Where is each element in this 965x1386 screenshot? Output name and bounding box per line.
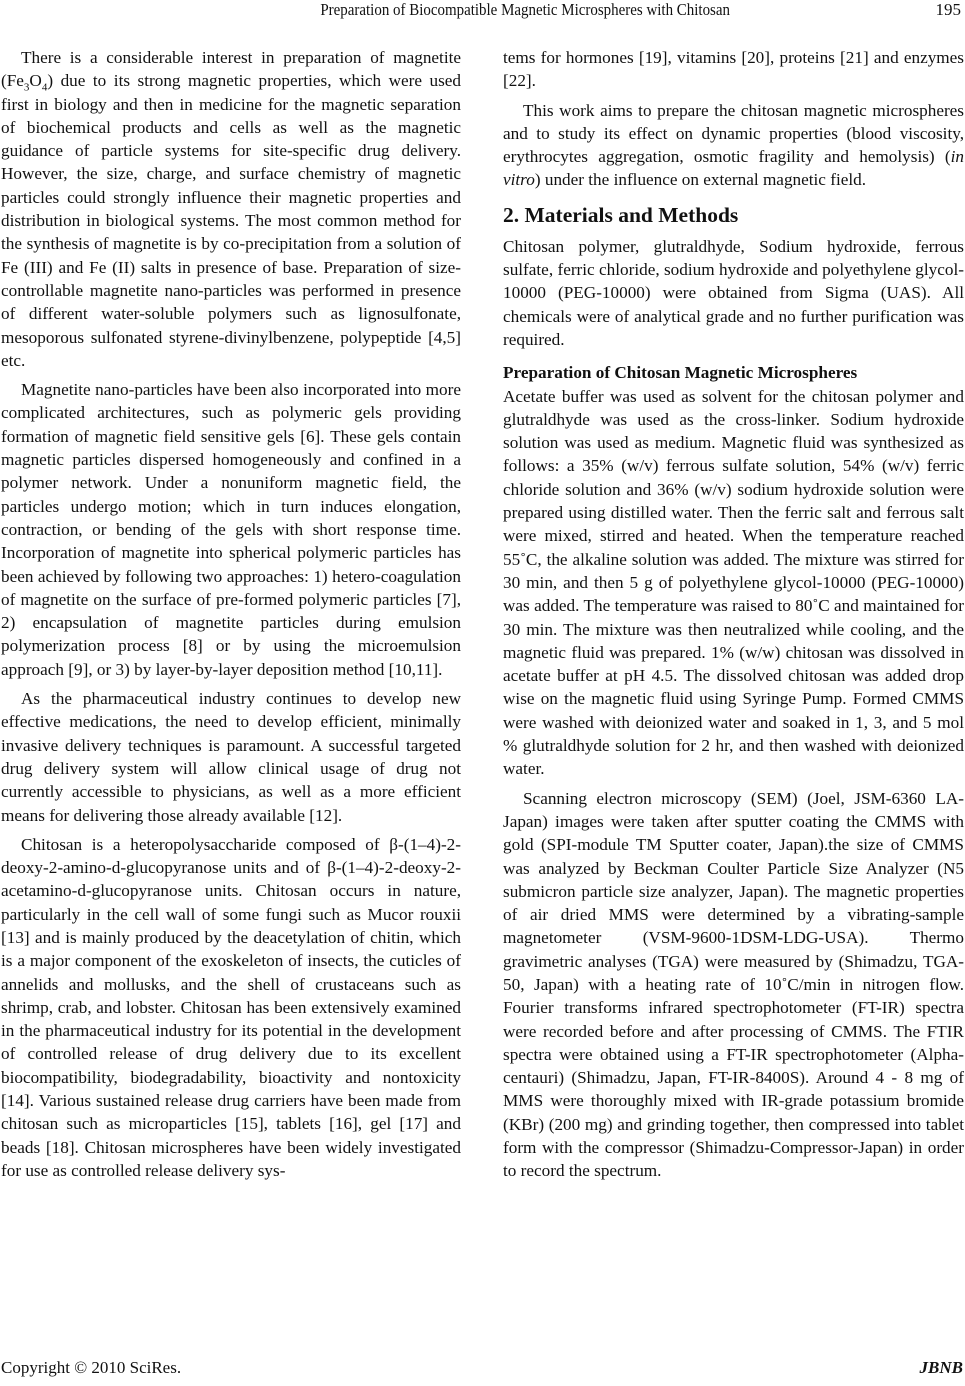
section-heading: 2. Materials and Methods [503, 202, 739, 227]
chemical-formula: $Fe_3O_4$ [6, 71, 48, 94]
running-header [0, 0, 965, 22]
left-column [1, 46, 461, 1182]
page-footer [0, 1358, 965, 1380]
paragraph-aims: This work aims to prepare the chitosan magnetic microspheres and to study its effect on dynamic properties (blood viscosity, erythrocytes aggregation, osmotic fragility and hemolysis) (in vitro) under the influence on external magnetic field. [503, 100, 964, 190]
running-title: Preparation of Biocompatible Magnetic Microspheres with Chitosan [320, 0, 730, 19]
page-number: 195 [935, 0, 961, 19]
copyright-notice: Copyright © 2010 SciRes. [1, 1358, 182, 1377]
paragraph-intro-magnetite: There is a considerable interest in preparation of magnetite $(Fe_3O_4)$ due to its strong magnetic properties, which were used first in biology and then in medicine for the magnetic separation of biochemical products and cells as well as the magnetic guidance of particle systems for site-specific drug delivery. However, the size, charge, and surface chemistry of magnetic particles could strongly influence their magnetic properties and distribution in biological systems. The most common method for the synthesis of magnetite is by co-precipitation from a solution of Fe (III) and Fe (II) salts in presence of base. Preparation of size-controllable magnetite nano-particles was performed in presence of different water-soluble polymers such as lignosulfonate, mesoporous sulfonated styrene-divinylbenzene, polypeptide [4,5] etc. [1, 48, 461, 370]
subsection-heading: Preparation of Chitosan Magnetic Microspheres [503, 363, 858, 383]
paragraph-characterization: Scanning electron microscopy (SEM) (Joel, JSM-6360 LA-Japan) images were taken after sputter coating the CMMS with gold (SPI-module TM Sputter coater, Japan).the size of CMMS was analyzed by Beckman Coulter Particle Size Analyzer (N5 submicron particle size analyzer, Japan). The magnetic properties of air dried MMS were determined by a vibrating-sample magnetometer (VSM-9600-1DSM-LDG-USA). Thermo gravimetric analyses (TGA) were measured by (Shimadzu, TGA-50, Japan) with a heating rate of 10˚C/min in nitrogen flow. Fourier transforms infrared spectrophotometer (FT-IR) spectra were recorded before and after processing of CMMS. The FTIR spectra were obtained using a FT-IR spectrophotometer (Alpha-centauri) (Shimadzu, Japan, FT-IR-8400S). Around 4 - 8 mg of MMS were thoroughly mixed with IR-grade potassium bromide (KBr) (200 mg) and grinding together, then compressed into tablet form with the compressor (Shimadzu-Compressor-Japan) in order to record the spectrum. [503, 788, 964, 1181]
paragraph-preparation: Acetate buffer was used as solvent for the chitosan polymer and glutraldhyde was used as the cross-linker. Sodium hydroxide solution was used as medium. Magnetic fluid was synthesized as follows: a 35% (w/v) ferrous sulfate solution, 54% (w/v) ferric chloride solution and 36% (w/v) sodium hydroxide solution were prepared using distilled water. Then the ferric salt and ferrous salt were mixed, stirred and heated. When the temperature reached 55˚C, the alkaline solution was added. The mixture was stirred for 30 min, and then 5 g of polyethylene glycol-10000 (PEG-10000) was added. The temperature was raised to 80˚C and maintained for 30 min. The mixture was then neutralized while cooling, and the magnetic fluid was prepared. 1% (w/w) chitosan was dissolved in acetate buffer at pH 4.5. The dissolved chitosan was added drop wise on the magnetic fluid using Syringe Pump. Formed CMMS were washed with deionized water and soaked in 1, 3, and 5 mol % glutraldhyde solution for 2 hr, and then washed with deionized water. [503, 386, 964, 779]
italic-term: in vitro [503, 147, 964, 190]
paragraph-chitosan-continued: tems for hormones [19], vitamins [20], proteins [21] and enzymes [22]. [503, 48, 964, 91]
paragraph-materials: Chitosan polymer, glutraldhyde, Sodium hydroxide, ferrous sulfate, ferric chloride, sodium hydroxide and polyethylene glycol-10000 (PEG-10000) were obtained from Sigma (UAS). All chemicals were of analytical grade and no further purification was required. [503, 236, 964, 349]
journal-abbreviation: JBNB [919, 1358, 963, 1377]
paragraph-nanoparticles: Magnetite nano-particles have been also incorporated into more complicated architectures, such as polymeric gels providing formation of magnetic field sensitive gels [6]. These gels contain magnetic particles dispersed homogeneously and confined in a polymer network. Under a nonuniform magnetic field, the particles undergo motion; which in turn induces elongation, contraction, or bending of the gels with short response time. Incorporation of magnetite into spherical polymeric particles has been achieved by following two approaches: 1) hetero-coagulation of magnetite on the surface of pre-formed polymeric particles [7], 2) encapsulation of magnetite particles during emulsion polymerization process [8] or by using the microemulsion approach [9], or 3) by layer-by-layer deposition method [10,11]. [1, 380, 461, 679]
paragraph-pharmaceutical: As the pharmaceutical industry continues to develop new effective medications, the need to develop efficient, minimally invasive delivery techniques is paramount. A successful targeted drug delivery system will allow clinical usage of drug not currently accessible to physicians, as well as a more efficient means for delivering those already available [12]. [1, 689, 461, 825]
right-column [503, 46, 964, 1183]
paragraph-chitosan: Chitosan is a heteropolysaccharide composed of β-(1–4)-2-deoxy-2-amino-d-glucopyranose units and of β-(1–4)-2-deoxy-2-acetamino-d-glucopyranose units. Chitosan occurs in nature, particularly in the cell wall of some fungi such as Mucor rouxii [13] and is mainly produced by the deacetylation of chitin, which is a major component of the exoskeleton of insects, the cuticles of annelids and mollusks, and the shell of crustaceans such as shrimp, crab, and lobster. Chitosan has been extensively examined in the pharmaceutical industry for its potential in the development of controlled release of drug delivery due to its excellent biocompatibility, biodegradability, bioactivity and nontoxicity [14]. Various sustained release drug carriers have been made from chitosan such as microparticles [15], tablets [16], gel [17] and beads [18]. Chitosan microspheres have been widely investigated for use as controlled release delivery sys- [1, 834, 461, 1180]
